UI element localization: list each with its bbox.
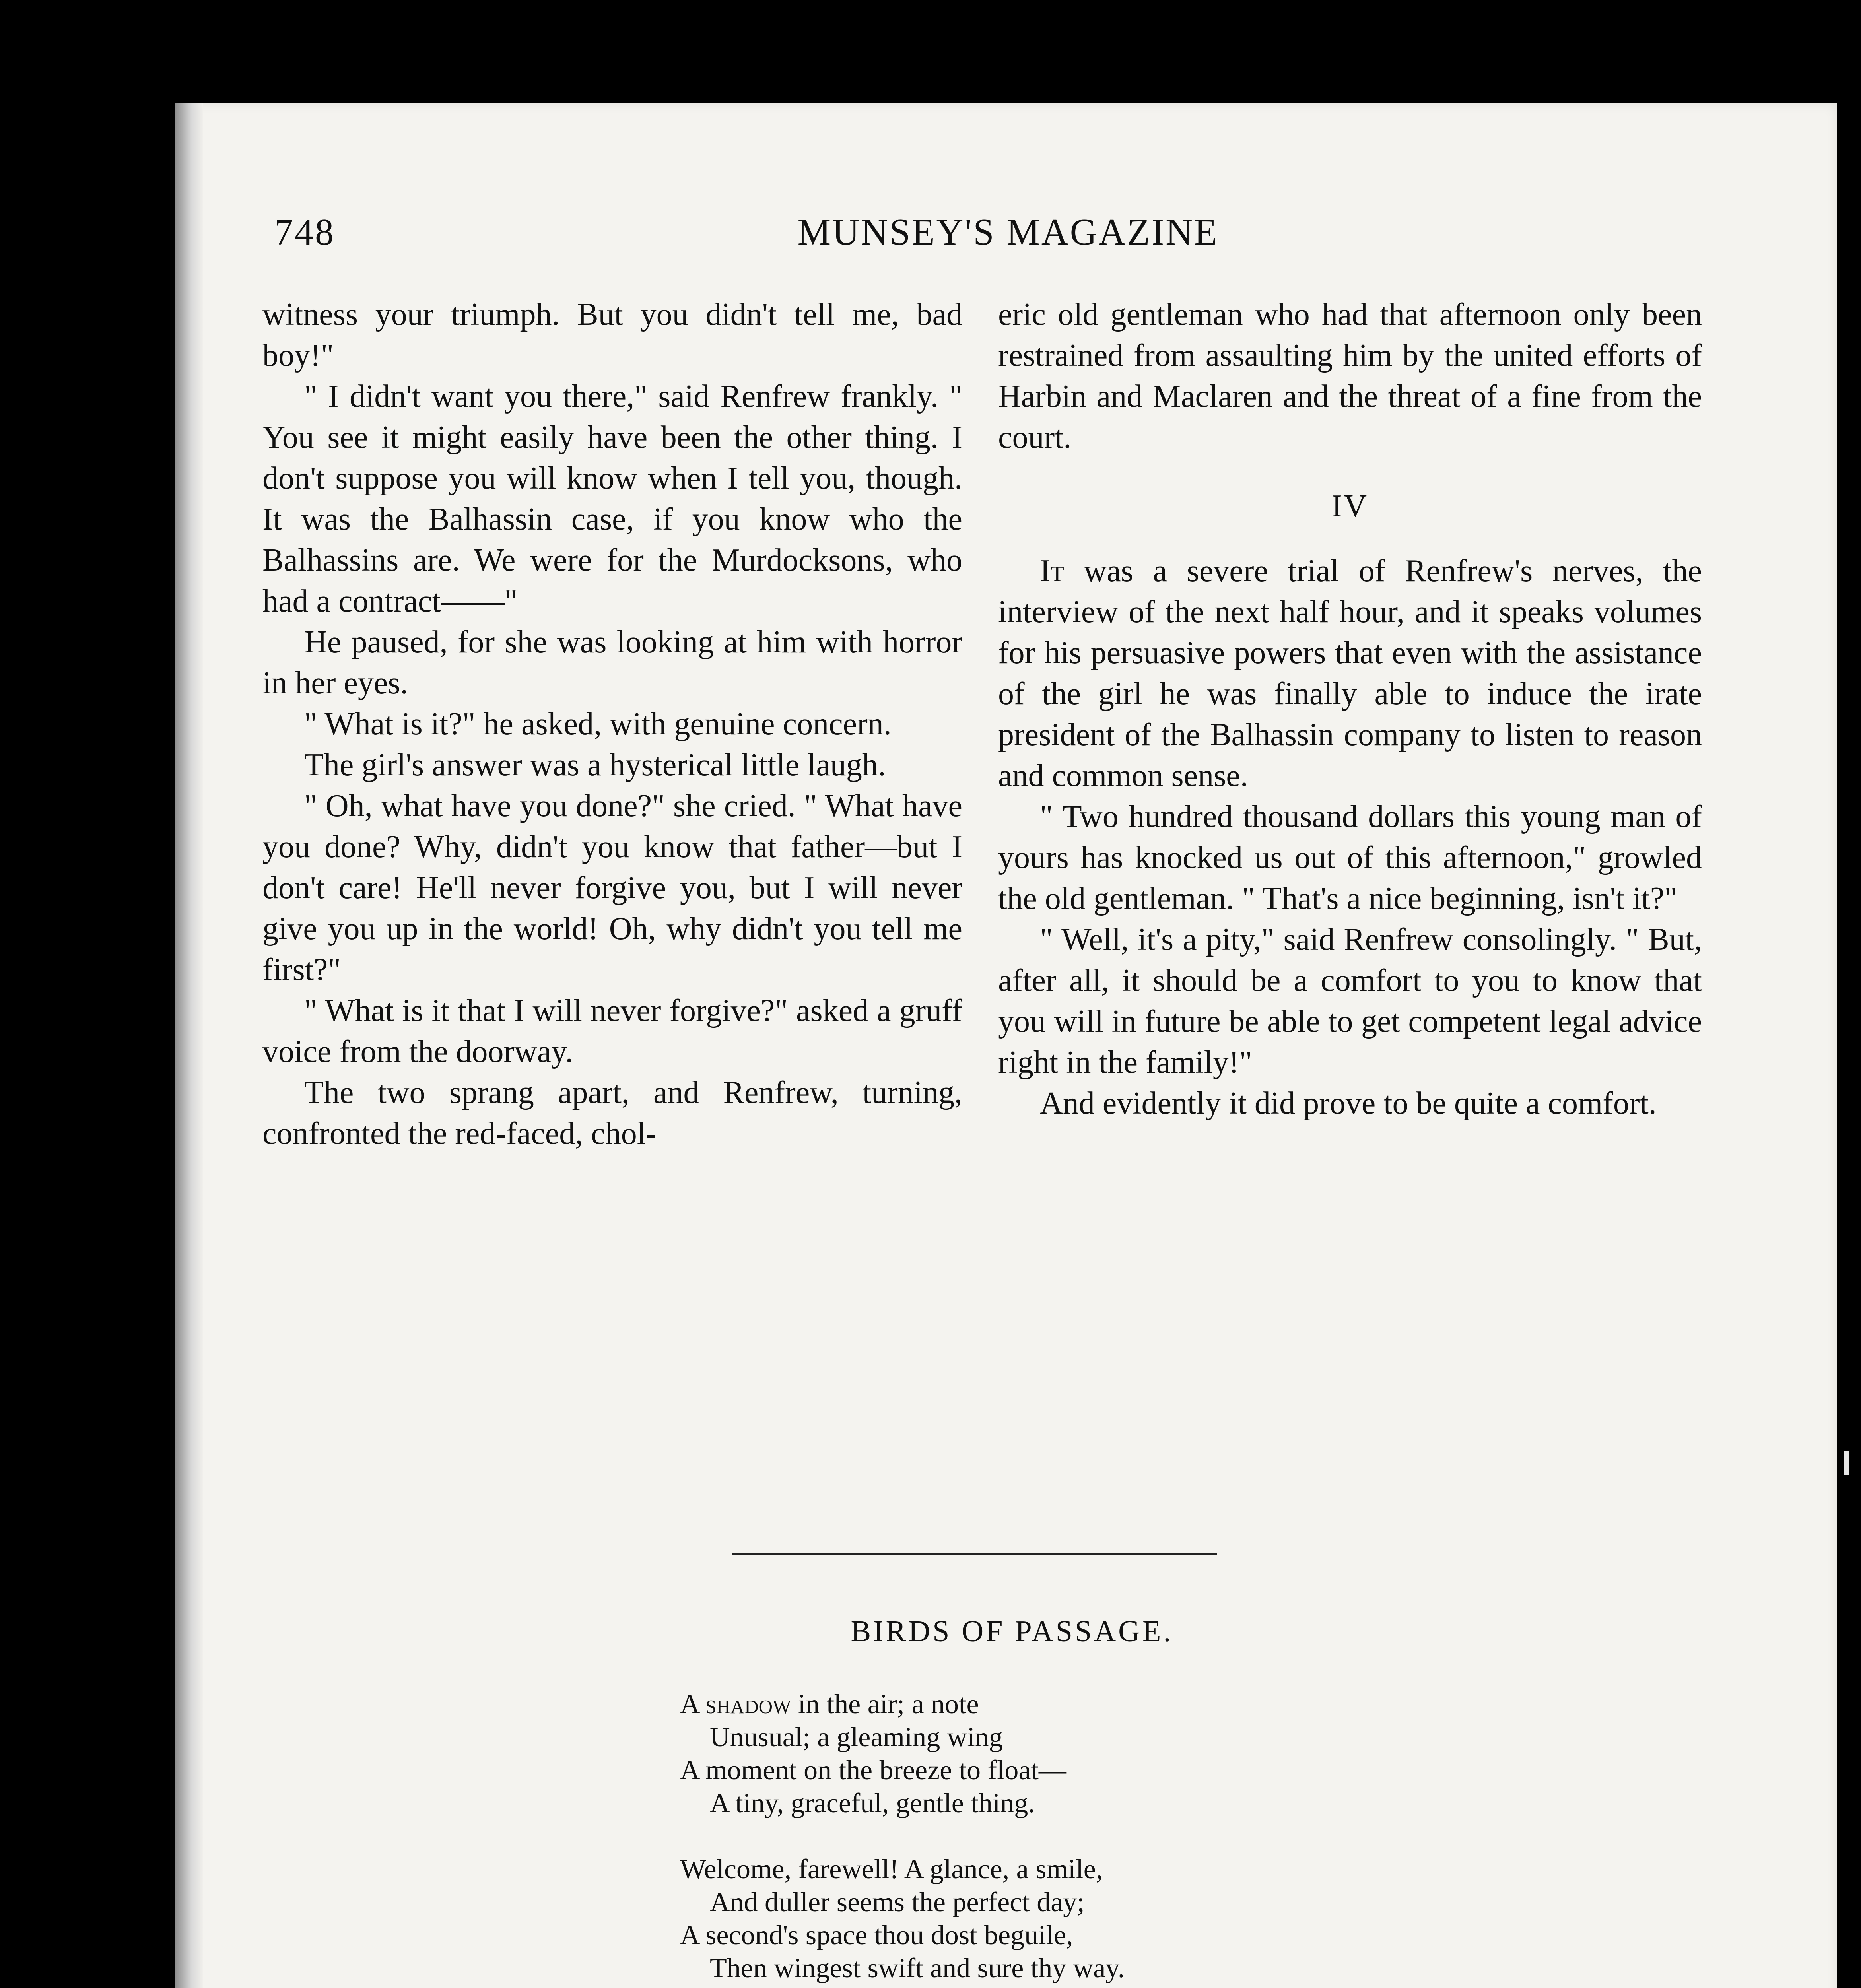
paragraph: " I didn't want you there," said Renfrew frankly. " You see it might easily have been the other thing. I don't suppose you will know when I tell you, though. It was the Balhassin case, if you know who the Balhassins are. We were for the Murdocksons, who had a contract——" [262,379,962,619]
paragraph: The two sprang apart, and Renfrew, turning, confronted the red-faced, chol- [262,1075,962,1151]
poem-line: A tiny, graceful, gentle thing. [710,1788,1035,1819]
page-header [274,211,1742,258]
section-divider [732,1553,1217,1555]
poem-line: Then wingest swift and sure thy way. [710,1953,1125,1984]
paragraph: " What is it that I will never forgive?" asked a gruff voice from the doorway. [262,993,962,1069]
drop-word: It [1040,553,1064,588]
paragraph: He paused, for she was looking at him with horror in her eyes. [262,625,962,701]
poem-line: Welcome, farewell! A glance, a smile, [680,1854,1103,1885]
drop-word: A shadow [680,1689,791,1720]
paragraph: The girl's answer was a hysterical little laugh. [304,747,886,782]
page-number: 748 [274,212,335,253]
paragraph-text: was a severe trial of Renfrew's nerves, the interview of the next half hour, and it speaks volumes for his persuasive powers that even with the assistance of the girl he was finally able to induce the irate president of the Balhassin company to listen to reason and common sense. [998,553,1702,793]
poem-line: Unusual; a gleaming wing [710,1722,1003,1753]
paragraph: " Two hundred thousand dollars this young man of yours has knocked us out of this afternoon," growled the old gentleman. " That's a nice beginning, isn't it?" [998,799,1702,916]
paragraph: witness your triumph. But you didn't tell me, bad boy!" [262,297,962,373]
poem-stanza [680,1853,1475,1985]
poem-stanza [680,1688,1475,1820]
scan-speck [1844,1451,1849,1475]
poem-line: And duller seems the perfect day; [710,1887,1085,1918]
paragraph [998,551,1702,796]
section-heading: IV [1331,489,1369,524]
paragraph: And evidently it did prove to be quite a comfort. [1040,1086,1657,1121]
paragraph: " Well, it's a pity," said Renfrew consolingly. " But, after all, it should be a comfort to you to know that you will in future be able to get competent legal advice right in the family!" [998,922,1702,1080]
page-binding-shadow [175,103,203,1988]
poem-line: A shadow in the air; a note [680,1689,979,1720]
poem-line: A second's space thou dost beguile, [680,1920,1073,1951]
paragraph: " What is it?" he asked, with genuine concern. [304,707,892,742]
left-column [262,294,962,1154]
right-column [998,294,1702,1124]
running-head: MUNSEY'S MAGAZINE [797,212,1219,253]
magazine-page [175,103,1837,1988]
paragraph: " Oh, what have you done?" she cried. " What have you done? Why, didn't you know that father—but I don't care! He'll never forgive you, but I will never give you up in the world! Oh, why didn't you tell me first?" [262,788,962,987]
poem-line: A moment on the breeze to float— [680,1755,1066,1786]
poem-body [680,1688,1475,1988]
paragraph: eric old gentleman who had that afternoon only been restrained from assaulting him by the united efforts of Harbin and Maclaren and the threat of a fine from the court. [998,297,1702,455]
poem-title: BIRDS OF PASSAGE. [851,1615,1173,1648]
